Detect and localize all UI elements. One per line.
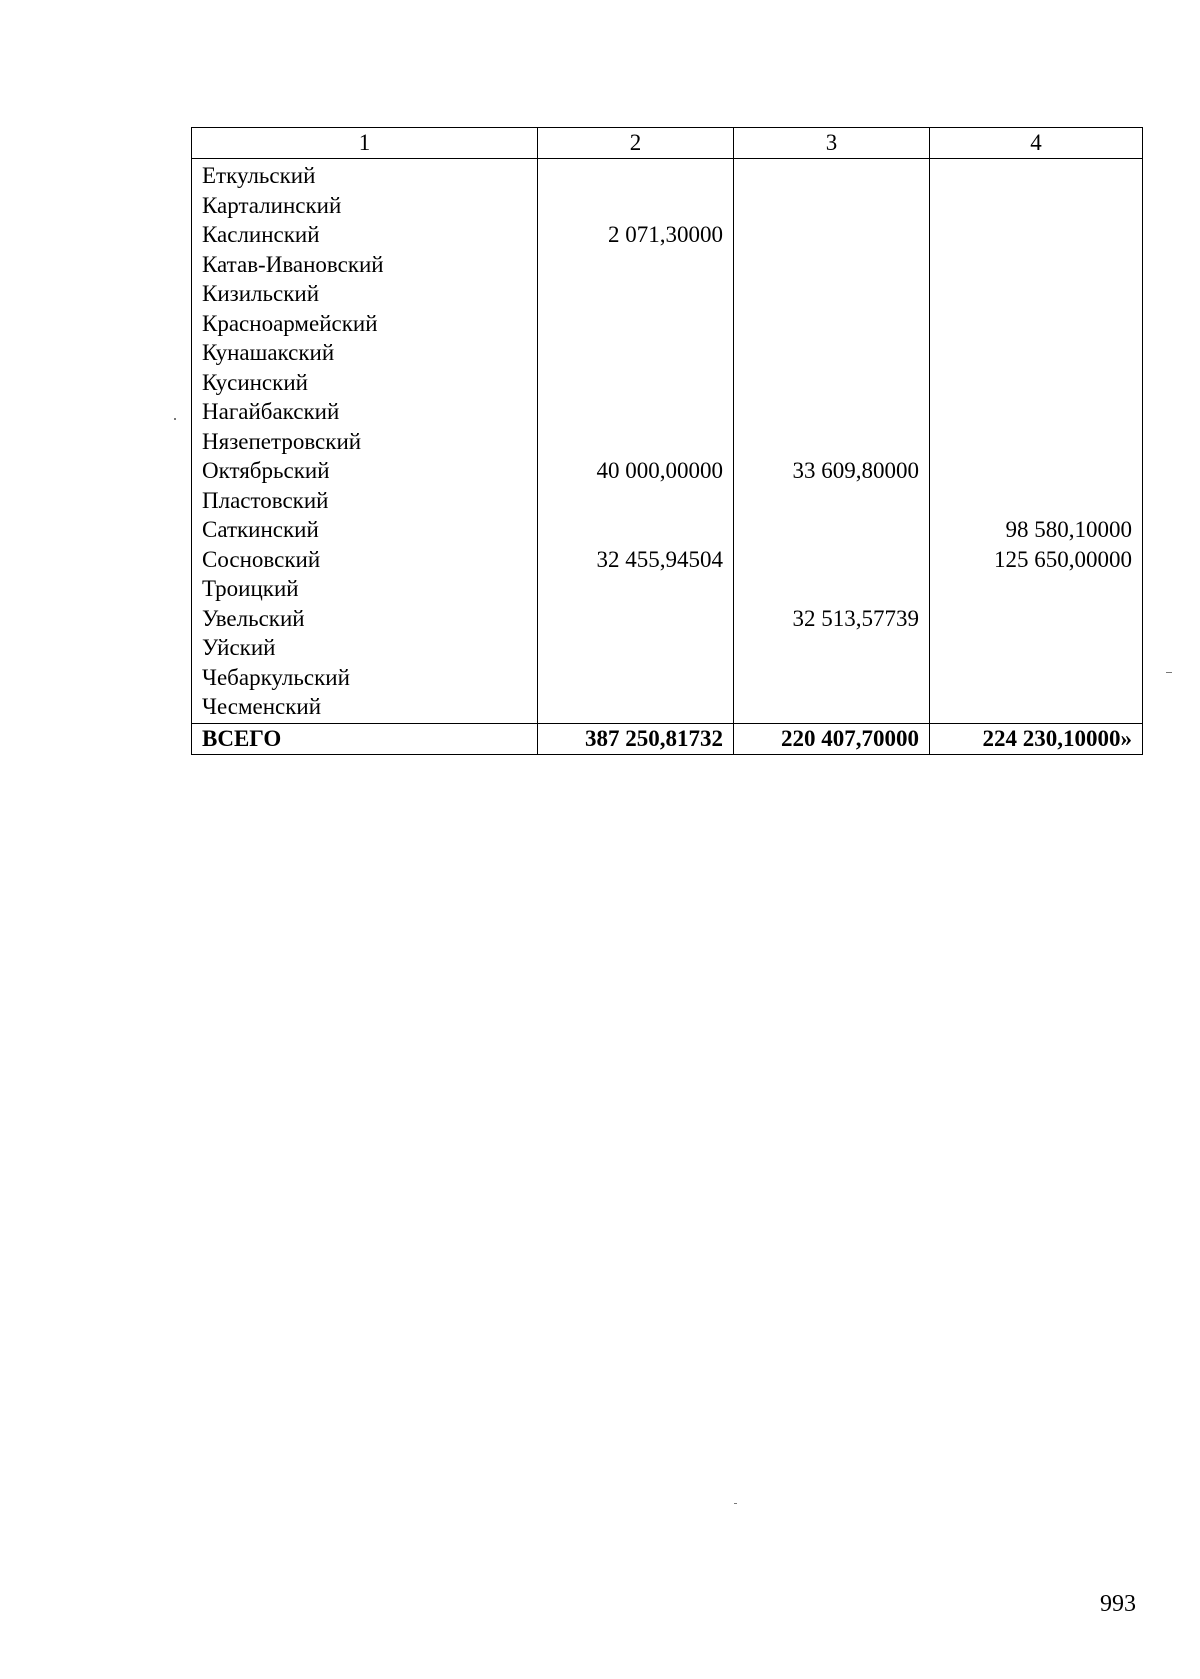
- value-col-2: [538, 159, 734, 191]
- value-col-4: [930, 250, 1143, 280]
- table-row: [192, 574, 1143, 604]
- district-name: Чебаркульский: [192, 663, 538, 693]
- value-col-4: [930, 604, 1143, 634]
- table-row: [192, 159, 1143, 191]
- value-col-2: [538, 309, 734, 339]
- district-name: Октябрьский: [192, 456, 538, 486]
- district-name: Карталинский: [192, 191, 538, 221]
- value-col-3: [734, 397, 930, 427]
- table-row: [192, 456, 1143, 486]
- value-col-3: [734, 191, 930, 221]
- scan-speck: [734, 1503, 737, 1504]
- value-col-4: [930, 368, 1143, 398]
- value-col-4: [930, 692, 1143, 723]
- value-col-3: [734, 545, 930, 575]
- value-col-3: [734, 574, 930, 604]
- value-col-2: [538, 574, 734, 604]
- header-cell-4: 4: [930, 128, 1143, 159]
- district-name: Красноармейский: [192, 309, 538, 339]
- header-cell-2: 2: [538, 128, 734, 159]
- total-label: ВСЕГО: [192, 723, 538, 754]
- value-col-4: 125 650,00000: [930, 545, 1143, 575]
- value-col-4: [930, 309, 1143, 339]
- table-row: [192, 309, 1143, 339]
- district-name: Кунашакский: [192, 338, 538, 368]
- value-col-3: [734, 220, 930, 250]
- table-footer: [192, 723, 1143, 754]
- value-col-2: 32 455,94504: [538, 545, 734, 575]
- table-row: [192, 604, 1143, 634]
- value-col-2: [538, 663, 734, 693]
- district-name: Увельский: [192, 604, 538, 634]
- total-row: [192, 723, 1143, 754]
- budget-table: [191, 127, 1143, 755]
- value-col-4: [930, 633, 1143, 663]
- table-row: [192, 279, 1143, 309]
- value-col-4: [930, 574, 1143, 604]
- table-row: [192, 368, 1143, 398]
- value-col-3: [734, 692, 930, 723]
- scan-speck: [174, 418, 176, 420]
- value-col-3: [734, 279, 930, 309]
- value-col-2: [538, 279, 734, 309]
- header-cell-1: 1: [192, 128, 538, 159]
- district-name: Чесменский: [192, 692, 538, 723]
- value-col-3: [734, 427, 930, 457]
- district-name: Нагайбакский: [192, 397, 538, 427]
- value-col-2: [538, 250, 734, 280]
- value-col-3: [734, 159, 930, 191]
- value-col-3: [734, 486, 930, 516]
- value-col-4: 98 580,10000: [930, 515, 1143, 545]
- district-name: Сосновский: [192, 545, 538, 575]
- value-col-2: [538, 427, 734, 457]
- value-col-2: [538, 486, 734, 516]
- value-col-4: [930, 456, 1143, 486]
- value-col-2: [538, 515, 734, 545]
- table-row: [192, 545, 1143, 575]
- header-row: [192, 128, 1143, 159]
- district-name: Уйский: [192, 633, 538, 663]
- table-row: [192, 191, 1143, 221]
- value-col-4: [930, 159, 1143, 191]
- value-col-3: [734, 663, 930, 693]
- district-name: Кусинский: [192, 368, 538, 398]
- table-row: [192, 692, 1143, 723]
- table-row: [192, 486, 1143, 516]
- value-col-4: [930, 279, 1143, 309]
- value-col-2: [538, 633, 734, 663]
- value-col-3: 33 609,80000: [734, 456, 930, 486]
- table-row: [192, 250, 1143, 280]
- value-col-3: [734, 338, 930, 368]
- district-name: Еткульский: [192, 159, 538, 191]
- value-col-4: [930, 427, 1143, 457]
- table-row: [192, 633, 1143, 663]
- header-cell-3: 3: [734, 128, 930, 159]
- district-name: Нязепетровский: [192, 427, 538, 457]
- table-body: [192, 159, 1143, 724]
- table-row: [192, 663, 1143, 693]
- value-col-2: 2 071,30000: [538, 220, 734, 250]
- table-row: [192, 515, 1143, 545]
- value-col-2: [538, 604, 734, 634]
- district-name: Кизильский: [192, 279, 538, 309]
- district-name: Пластовский: [192, 486, 538, 516]
- value-col-4: [930, 220, 1143, 250]
- value-col-3: [734, 515, 930, 545]
- value-col-4: [930, 338, 1143, 368]
- total-col-4: 224 230,10000»: [930, 723, 1143, 754]
- table-row: [192, 427, 1143, 457]
- value-col-2: [538, 338, 734, 368]
- value-col-2: 40 000,00000: [538, 456, 734, 486]
- value-col-3: [734, 309, 930, 339]
- table-header: [192, 128, 1143, 159]
- value-col-4: [930, 397, 1143, 427]
- value-col-2: [538, 368, 734, 398]
- value-col-2: [538, 397, 734, 427]
- value-col-3: [734, 368, 930, 398]
- value-col-3: 32 513,57739: [734, 604, 930, 634]
- table-row: [192, 220, 1143, 250]
- district-name: Каслинский: [192, 220, 538, 250]
- value-col-4: [930, 191, 1143, 221]
- value-col-4: [930, 663, 1143, 693]
- district-name: Катав-Ивановский: [192, 250, 538, 280]
- value-col-4: [930, 486, 1143, 516]
- district-name: Саткинский: [192, 515, 538, 545]
- page-number: 993: [1100, 1591, 1136, 1617]
- district-name: Троицкий: [192, 574, 538, 604]
- value-col-3: [734, 250, 930, 280]
- value-col-2: [538, 191, 734, 221]
- table-row: [192, 397, 1143, 427]
- value-col-3: [734, 633, 930, 663]
- table-row: [192, 338, 1143, 368]
- scan-speck: [1166, 672, 1172, 673]
- value-col-2: [538, 692, 734, 723]
- total-col-2: 387 250,81732: [538, 723, 734, 754]
- total-col-3: 220 407,70000: [734, 723, 930, 754]
